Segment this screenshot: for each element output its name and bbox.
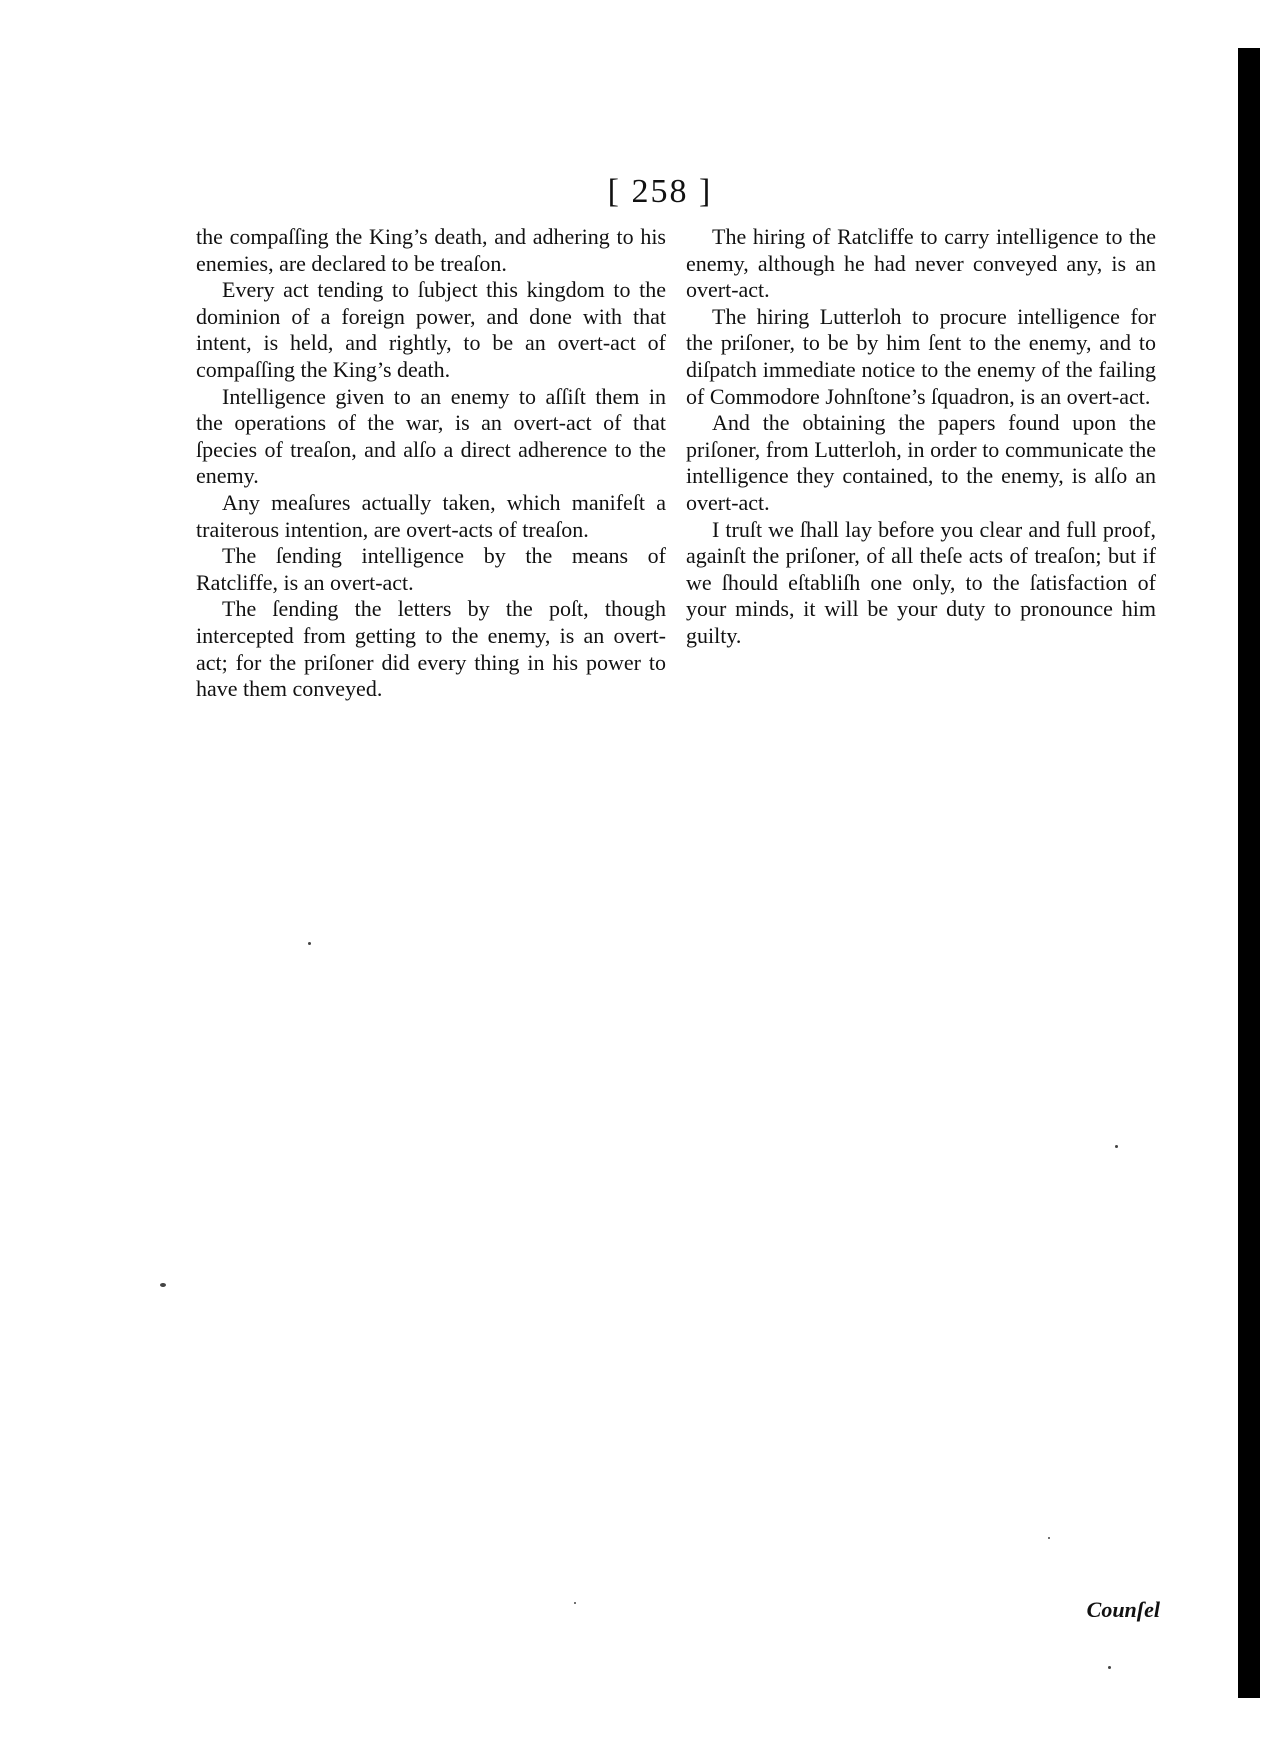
scan-speck [1115,1145,1118,1148]
catchword: Counſel [1086,1597,1160,1622]
scan-speck [308,942,311,945]
paragraph: The hiring of Ratcliffe to carry intelligence to the enemy, although he had never conveyed any, is an overt-act. [686,224,1156,303]
scan-speck [1108,1666,1111,1669]
right-column [686,224,1156,650]
page-edge-shadow [1238,48,1260,1698]
paragraph: The ſending intelligence by the means of Ratcliffe, is an overt-act. [196,543,666,595]
paragraph: I truſt we ſhall lay before you clear and full proof, againſt the priſoner, of all theſe acts of treaſon; but if we ſhould eſtabliſh one only, to the ſatisfaction of your minds, it will be your duty to pronounce him guilty. [686,516,1156,648]
scan-speck [574,1602,576,1604]
paragraph: The ſending the letters by the poſt, though intercepted from getting to the enemy, is an overt-act; for the priſoner did every thing in his power to have them conveyed. [196,596,666,702]
paragraph: The hiring Lutterloh to procure intelligence for the priſoner, to be by him ſent to the enemy, and to diſpatch immediate notice to the enemy of the failing of Commodore Johnſtone’s ſquadron, is an overt-act. [686,303,1156,409]
page-number: [ 258 ] [607,173,713,210]
paragraph: Every act tending to ſubject this kingdom to the dominion of a foreign power, and done with that intent, is held, and rightly, to be an overt-act of compaſſing the King’s death. [196,277,666,382]
paragraph: Intelligence given to an enemy to aſſiſt them in the operations of the war, is an overt-act of that ſpecies of treaſon, and alſo a direct adherence to the enemy. [196,383,666,489]
paragraph: the compaſſing the King’s death, and adhering to his enemies, are declared to be treaſon. [196,224,666,276]
paragraph: Any meaſures actually taken, which manifeſt a traiterous intention, are overt-acts of treaſon. [196,489,666,542]
paragraph: And the obtaining the papers found upon the priſoner, from Lutterloh, in order to communicate the intelligence they contained, to the enemy, is alſo an overt-act. [686,410,1156,515]
left-column [196,224,666,703]
scan-speck [1048,1537,1050,1539]
scan-speck [160,1283,166,1287]
